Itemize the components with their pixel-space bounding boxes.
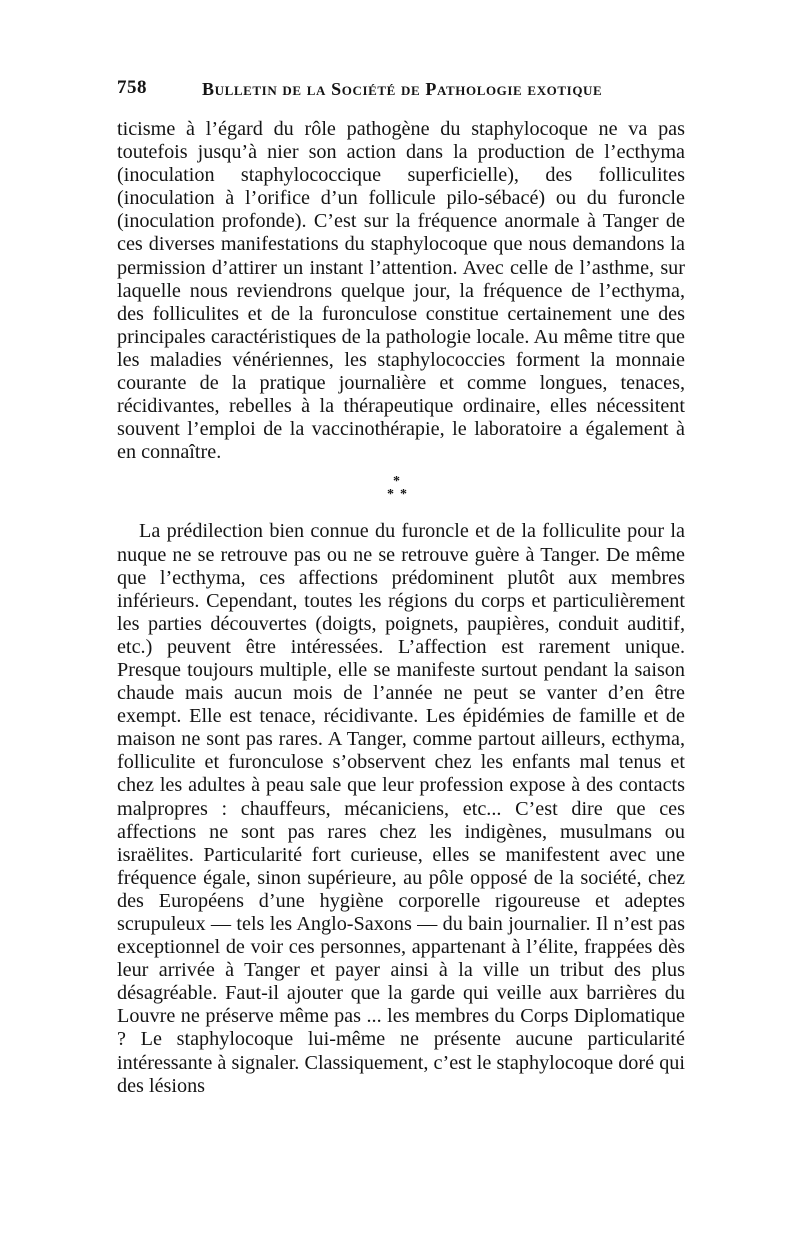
asterism-star-right: * (400, 487, 407, 503)
running-header (117, 73, 685, 101)
body-paragraph-1: ticisme à l’égard du rôle pathogène du staphylocoque ne va pas toutefois jusqu’à nier son action dans la production de l’ecthyma (inoculation staphylococcique superficielle), des folliculites (inoculation à l’orifice d’un follicule pilo-sébacé) ou du furoncle (inoculation profonde). C’est sur la fréquence anormale à Tanger de ces diverses manifestations du staphylocoque que nous demandons la permission d’attirer un instant l’attention. Avec celle de l’asthme, sur laquelle nous reviendrons quelque jour, la fréquence de l’ecthyma, des folliculites et de la furonculose constitue certainement une des principales caractéristiques de la pathologie locale. Au même titre que les maladies vénériennes, les staphylococcies forment la monnaie courante de la pratique journalière et comme longues, tenaces, récidivantes, rebelles à la thérapeutique ordinaire, elles nécessitent souvent l’emploi de la vaccinothérapie, le laboratoire a également à en connaître. (117, 118, 685, 464)
journal-page (117, 73, 685, 1098)
asterism-star-left: * (387, 487, 394, 503)
asterism-star-top: * (393, 474, 400, 490)
section-break-asterism (117, 464, 685, 520)
journal-title: Bulletin de la Société de Pathologie exotique (202, 79, 603, 99)
body-paragraph-2: La prédilection bien connue du furoncle et de la folliculite pour la nuque ne se retrouve pas ou ne se retrouve guère à Tanger. De même que l’ecthyma, ces affections prédominent plutôt aux membres inférieurs. Cependant, toutes les régions du corps et particulièrement les parties découvertes (doigts, poignets, paupières, conduit auditif, etc.) peuvent être intéressées. L’affection est rarement unique. Presque toujours multiple, elle se manifeste surtout pendant la saison chaude mais aucun mois de l’année ne peut se vanter d’en être exempt. Elle est tenace, récidivante. Les épidémies de famille et de maison ne sont pas rares. A Tanger, comme partout ailleurs, ecthyma, folliculite et furonculose s’observent chez les enfants mal tenus et chez les adultes à peau sale que leur profession expose à des contacts malpropres : chauffeurs, mécaniciens, etc... C’est dire que ces affections ne sont pas rares chez les indigènes, musulmans ou israëlites. Particularité fort curieuse, elles se manifestent avec une fréquence égale, sinon supérieure, au pôle opposé de la société, chez des Européens d’une hygiène corporelle rigoureuse et adeptes scrupuleux — tels les Anglo-Saxons — du bain journalier. Il n’est pas exceptionnel de voir ces personnes, appartenant à l’élite, frappées dès leur arrivée à Tanger et payer ainsi à la ville un tribut des plus désagréable. Faut-il ajouter que la garde qui veille aux barrières du Louvre ne préserve même pas ... les membres du Corps Diplomatique ? Le staphylocoque lui-même ne présente aucune particularité intéressante à signaler. Classiquement, c’est le staphylocoque doré qui des lésions (117, 520, 685, 1097)
page-number: 758 (117, 77, 147, 98)
